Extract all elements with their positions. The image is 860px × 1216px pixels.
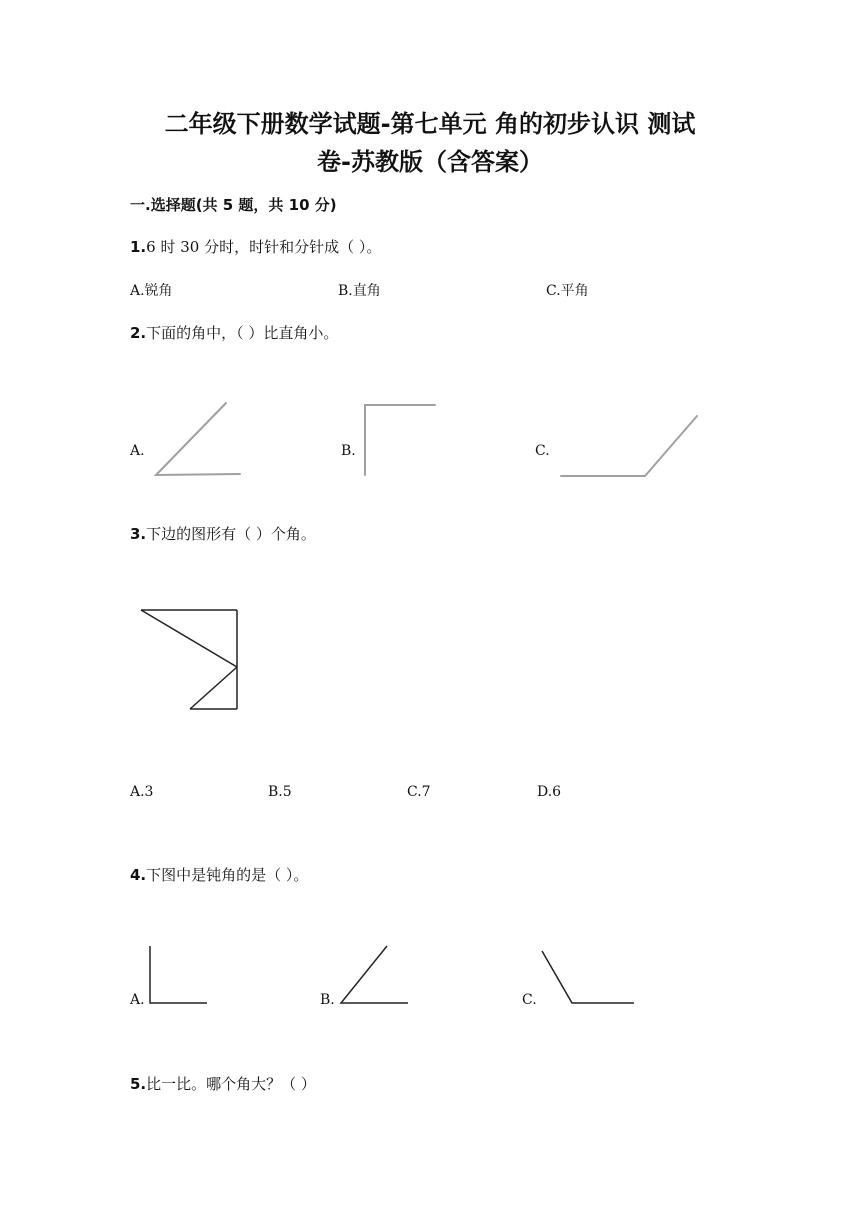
q4-right-angle-figure bbox=[150, 946, 207, 1003]
q4-option-a[interactable]: A. bbox=[130, 992, 145, 1008]
q4-option-b[interactable]: B. bbox=[320, 992, 335, 1008]
q3-option-d[interactable]: D.6 bbox=[537, 784, 562, 800]
section-heading: 一.选择题(共 5 题，共 10 分) bbox=[130, 196, 337, 214]
question-number: 5. bbox=[130, 1075, 147, 1093]
q4-option-c[interactable]: C. bbox=[522, 992, 537, 1008]
question-text: 下边的图形有（ ）个角。 bbox=[146, 525, 316, 543]
question-text: 下图中是钝角的是（ ）。 bbox=[146, 866, 309, 884]
page-title-line2: 卷-苏教版（含答案） bbox=[317, 148, 543, 176]
q4-obtuse-angle-figure bbox=[542, 951, 634, 1003]
question-text: 比一比。哪个角大？（ ） bbox=[146, 1075, 316, 1093]
question-text: 6 时 30 分时，时针和分针成（ ）。 bbox=[146, 238, 382, 256]
question-text: 下面的角中，（ ）比直角小。 bbox=[146, 324, 339, 342]
question-number: 4. bbox=[130, 866, 147, 884]
q2-option-a[interactable]: A. bbox=[130, 443, 145, 459]
q3-option-b[interactable]: B.5 bbox=[268, 784, 292, 800]
question-number: 2. bbox=[130, 324, 147, 342]
question-number: 3. bbox=[130, 525, 147, 543]
q4-acute-angle-figure bbox=[341, 946, 408, 1003]
q2-option-b[interactable]: B. bbox=[341, 443, 356, 459]
page-title-line1: 二年级下册数学试题-第七单元 角的初步认识 测试 bbox=[164, 110, 696, 138]
q3-option-c[interactable]: C.7 bbox=[407, 784, 431, 800]
q1-option-c[interactable]: C.平角 bbox=[546, 283, 589, 299]
question-5 bbox=[130, 1073, 316, 1094]
q3-option-a[interactable]: A.3 bbox=[130, 784, 154, 800]
q2-option-c[interactable]: C. bbox=[535, 443, 550, 459]
q1-option-b[interactable]: B.直角 bbox=[338, 283, 381, 299]
q1-option-a[interactable]: A.锐角 bbox=[130, 283, 173, 299]
question-number: 1. bbox=[130, 238, 147, 256]
